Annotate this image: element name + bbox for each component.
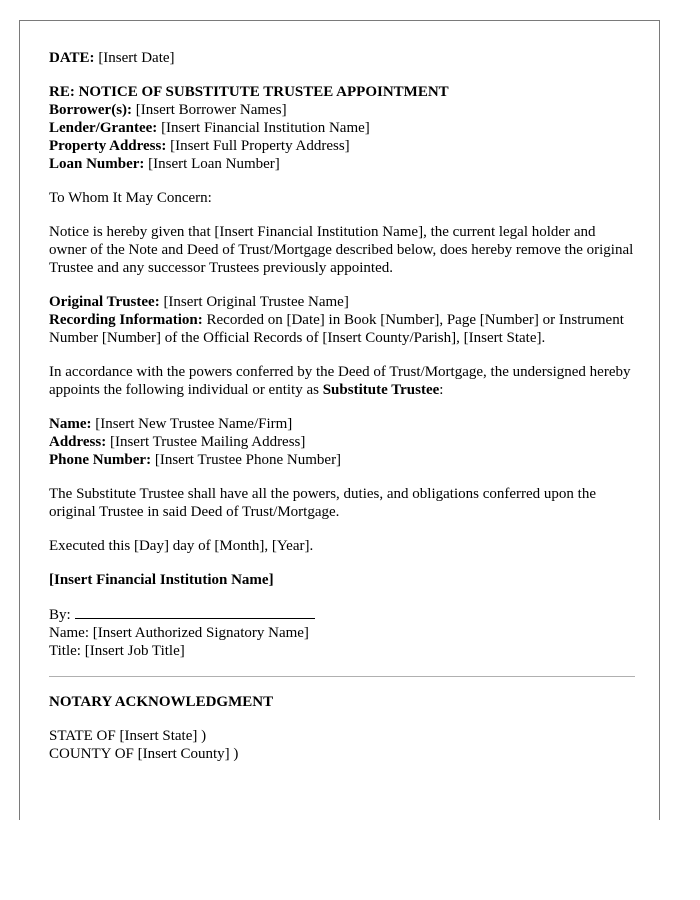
appoint-bold: Substitute Trustee bbox=[322, 382, 440, 398]
borrower-value: [Insert Borrower Names] bbox=[135, 102, 287, 118]
by-line bbox=[49, 605, 635, 624]
original-trustee-line bbox=[49, 293, 635, 311]
new-trustee-address-value: [Insert Trustee Mailing Address] bbox=[109, 434, 306, 450]
loan-label: Loan Number: bbox=[49, 156, 145, 172]
notary-county-line: COUNTY OF [Insert County] ) bbox=[49, 746, 239, 762]
signature-block bbox=[49, 605, 635, 660]
new-trustee-phone-value: [Insert Trustee Phone Number] bbox=[154, 452, 342, 468]
date-value: [Insert Date] bbox=[98, 50, 175, 66]
date-label: DATE: bbox=[49, 50, 95, 66]
property-value: [Insert Full Property Address] bbox=[170, 138, 350, 154]
new-trustee-block bbox=[49, 415, 635, 469]
new-trustee-name-label: Name: bbox=[49, 416, 92, 432]
original-trustee-block bbox=[49, 293, 635, 347]
by-label: By: bbox=[49, 607, 71, 623]
signature-line[interactable] bbox=[75, 605, 315, 619]
notice-paragraph: Notice is hereby given that [Insert Financial Institution Name], the current legal holder and owner of the Note and Deed of Trust/Mortgage described below, does hereby remove the original Trustee and any successor Trustees previously appointed. bbox=[49, 224, 634, 276]
signatory-name-line: Name: [Insert Authorized Signatory Name] bbox=[49, 625, 309, 641]
appoint-paragraph bbox=[49, 363, 635, 399]
powers-paragraph: The Substitute Trustee shall have all the powers, duties, and obligations conferred upon the original Trustee in said Deed of Trust/Mortgage. bbox=[49, 486, 596, 520]
signatory-title-line: Title: [Insert Job Title] bbox=[49, 643, 185, 659]
new-trustee-address-label: Address: bbox=[49, 434, 107, 450]
re-block bbox=[49, 83, 635, 173]
section-divider bbox=[49, 676, 635, 677]
original-trustee-value: [Insert Original Trustee Name] bbox=[163, 294, 349, 310]
property-line bbox=[49, 137, 635, 155]
recording-label: Recording Information: bbox=[49, 312, 203, 328]
notary-state-line: STATE OF [Insert State] ) bbox=[49, 728, 207, 744]
document-body bbox=[49, 49, 635, 763]
executed-line: Executed this [Day] day of [Month], [Year]. bbox=[49, 538, 314, 554]
original-trustee-label: Original Trustee: bbox=[49, 294, 160, 310]
lender-label: Lender/Grantee: bbox=[49, 120, 158, 136]
date-line bbox=[49, 49, 635, 67]
borrower-label: Borrower(s): bbox=[49, 102, 133, 118]
borrower-line bbox=[49, 101, 635, 119]
appoint-text: In accordance with the powers conferred by the Deed of Trust/Mortgage, the undersigned hereby appoints the following individual or entity as bbox=[49, 364, 631, 398]
new-trustee-phone-label: Phone Number: bbox=[49, 452, 152, 468]
notary-heading: NOTARY ACKNOWLEDGMENT bbox=[49, 694, 274, 710]
new-trustee-name-line bbox=[49, 415, 635, 433]
notary-venue bbox=[49, 727, 635, 763]
appoint-end: : bbox=[439, 382, 444, 398]
loan-line bbox=[49, 155, 635, 173]
salutation: To Whom It May Concern: bbox=[49, 190, 212, 206]
lender-value: [Insert Financial Institution Name] bbox=[161, 120, 370, 136]
re-heading: RE: NOTICE OF SUBSTITUTE TRUSTEE APPOINTMENT bbox=[49, 84, 449, 100]
document-page bbox=[19, 20, 660, 820]
new-trustee-phone-line bbox=[49, 451, 635, 469]
recording-value: Recorded on [Date] in Book [Number], Page [Number] or Instrument Number [Number] of the Official Records of [Insert County/Parish], [Insert State]. bbox=[49, 312, 624, 346]
institution-name: [Insert Financial Institution Name] bbox=[49, 572, 274, 588]
loan-value: [Insert Loan Number] bbox=[148, 156, 280, 172]
new-trustee-address-line bbox=[49, 433, 635, 451]
recording-line bbox=[49, 311, 635, 347]
property-label: Property Address: bbox=[49, 138, 167, 154]
lender-line bbox=[49, 119, 635, 137]
new-trustee-name-value: [Insert New Trustee Name/Firm] bbox=[95, 416, 293, 432]
